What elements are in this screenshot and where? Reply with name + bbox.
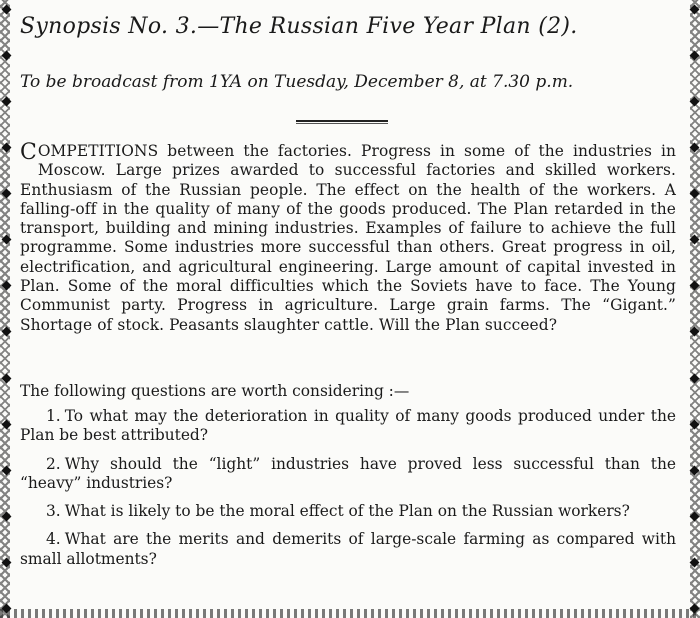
diamond-ornament-icon bbox=[1, 327, 11, 337]
bottom-ornamental-border bbox=[0, 609, 700, 618]
diamond-ornament-icon bbox=[689, 189, 699, 199]
drop-cap: C bbox=[20, 140, 37, 165]
question-number: 4. bbox=[46, 530, 61, 549]
synopsis-text: OMPETITIONS between the factories. Progress in some of the industries in Moscow. Large prizes awarded to successful factories and skilled workers. Enthusiasm of the Russian people. The effect on the health of the workers. A falling-off in the quality of many of the goods produced. The Plan retarded in the transport, building and mining industries. Examples of failure to achieve the full programme. Some industries more successful than others. Great progress in oil, electrification, and agricultural engineering. Large amount of capital invested in Plan. Some of the moral difficulties which the Soviets have to face. The Young Communist party. Progress in agriculture. Large grain farms. The “Gigant.” Shortage of stock. Peasants slaughter cattle. Will the Plan succeed? bbox=[20, 142, 676, 334]
diamond-ornament-icon bbox=[689, 143, 699, 153]
diamond-ornament-icon bbox=[689, 97, 699, 107]
diamond-ornament-icon bbox=[689, 373, 699, 383]
diamond-ornament-icon bbox=[689, 511, 699, 521]
right-diamond-ornaments bbox=[688, 0, 700, 618]
diamond-ornament-icon bbox=[1, 465, 11, 475]
question-item bbox=[20, 530, 676, 569]
diamond-ornament-icon bbox=[1, 557, 11, 567]
question-item bbox=[20, 455, 676, 494]
questions-list bbox=[20, 407, 676, 578]
diamond-ornament-icon bbox=[1, 419, 11, 429]
diamond-ornament-icon bbox=[1, 511, 11, 521]
synopsis-body bbox=[20, 142, 676, 335]
diamond-ornament-icon bbox=[689, 419, 699, 429]
diamond-ornament-icon bbox=[1, 143, 11, 153]
questions-intro: The following questions are worth considering :— bbox=[20, 382, 410, 400]
question-item bbox=[20, 502, 676, 521]
question-number: 1. bbox=[46, 407, 61, 425]
question-number: 2. bbox=[46, 454, 61, 473]
diamond-ornament-icon bbox=[1, 603, 11, 613]
diamond-ornament-icon bbox=[1, 97, 11, 107]
divider-rule bbox=[296, 120, 388, 122]
diamond-ornament-icon bbox=[1, 373, 11, 383]
question-text: What is likely to be the moral effect of the Plan on the Russian workers? bbox=[64, 502, 630, 521]
question-item bbox=[20, 407, 676, 446]
broadcast-info: To be broadcast from 1YA on Tuesday, December 8, at 7.30 p.m. bbox=[20, 72, 574, 92]
diamond-ornament-icon bbox=[1, 281, 11, 291]
diamond-ornament-icon bbox=[1, 5, 11, 15]
left-diamond-ornaments bbox=[0, 0, 12, 618]
diamond-ornament-icon bbox=[689, 5, 699, 15]
diamond-ornament-icon bbox=[689, 327, 699, 337]
diamond-ornament-icon bbox=[1, 235, 11, 245]
diamond-ornament-icon bbox=[689, 465, 699, 475]
diamond-ornament-icon bbox=[689, 281, 699, 291]
diamond-ornament-icon bbox=[1, 51, 11, 61]
question-text: Why should the “light” industries have proved less successful than the “heavy” industries? bbox=[20, 454, 676, 492]
diamond-ornament-icon bbox=[689, 603, 699, 613]
question-text: What are the merits and demerits of large-scale farming as compared with small allotments? bbox=[20, 530, 676, 568]
diamond-ornament-icon bbox=[689, 557, 699, 567]
question-number: 3. bbox=[46, 502, 61, 521]
diamond-ornament-icon bbox=[689, 235, 699, 245]
diamond-ornament-icon bbox=[1, 189, 11, 199]
diamond-ornament-icon bbox=[689, 51, 699, 61]
synopsis-title: Synopsis No. 3.—The Russian Five Year Plan (2). bbox=[20, 14, 578, 39]
question-text: To what may the deterioration in quality of many goods produced under the Plan be best attributed? bbox=[20, 407, 676, 445]
